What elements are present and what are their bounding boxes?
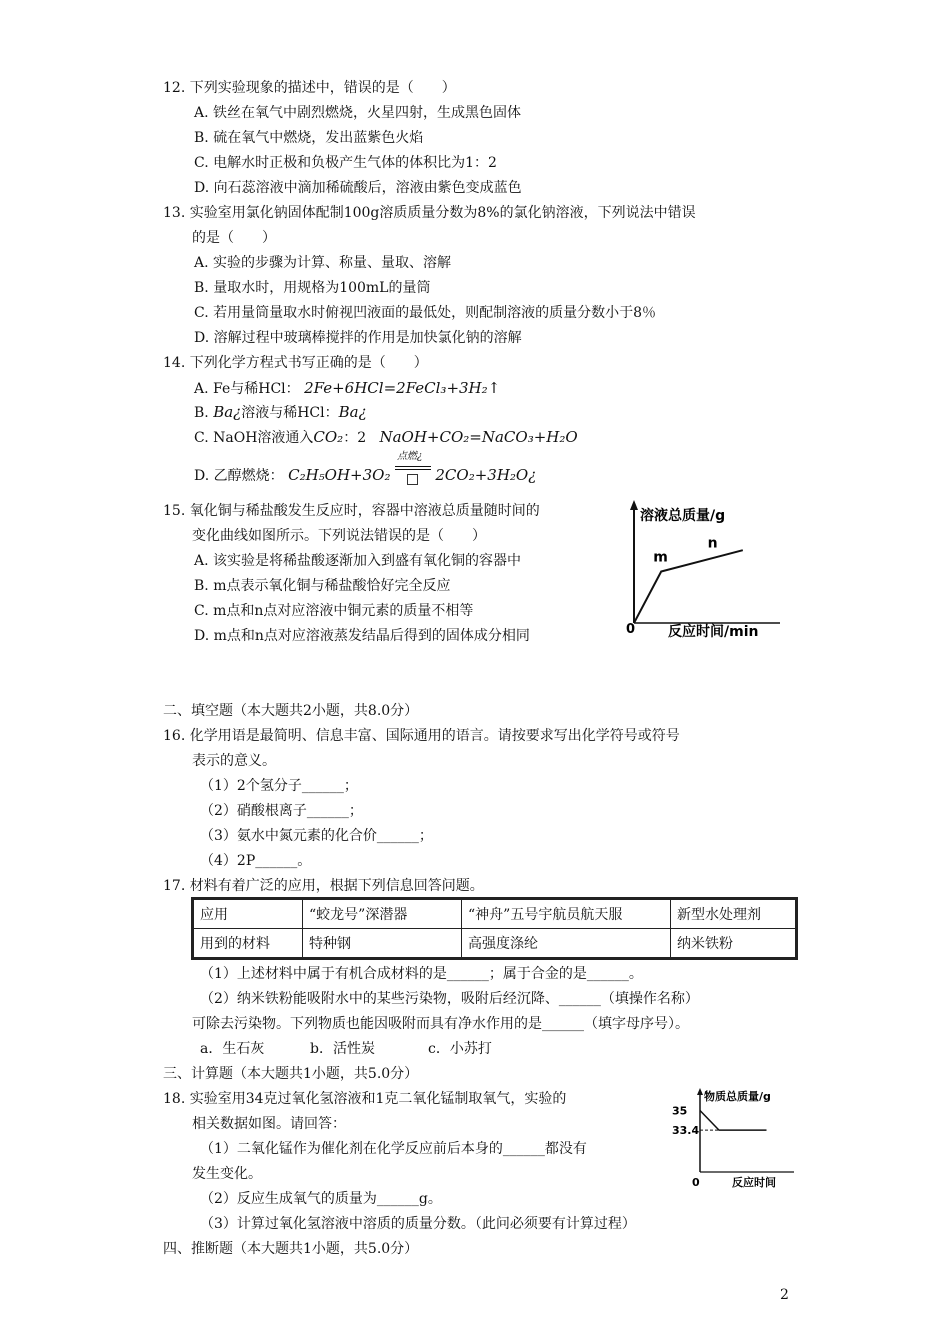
q17-stem: 17. 材料有着广泛的应用，根据下列信息回答问题。 xyxy=(163,878,484,894)
chart2-y-tick-label: 33.4 xyxy=(672,1124,700,1138)
q13-option-b: B. 量取水时，用规格为100mL的量筒 xyxy=(194,280,431,296)
q14-b-text: 溶液与稀HCl： xyxy=(241,405,339,421)
q18-part-3: （3）计算过氧化氢溶液中溶质的质量分数。（此问必须要有计算过程） xyxy=(200,1216,636,1232)
chart2-series-line xyxy=(700,1110,767,1130)
table-cell: “蛟龙号”深潜器 xyxy=(303,900,462,929)
chart2-y-tick-label: 35 xyxy=(672,1104,688,1118)
q18-part-2: （2）反应生成氧气的质量为______g。 xyxy=(200,1191,442,1207)
q14-d-condition-arrow xyxy=(395,451,431,492)
q12-stem: 12. 下列实验现象的描述中，错误的是（ ） xyxy=(163,80,456,96)
table-cell: 新型水处理剂 xyxy=(671,900,796,929)
q18-stem: 18. 实验室用34克过氧化氢溶液和1克二氧化锰制取氧气，实验的 xyxy=(163,1091,567,1107)
q14-d-condition: 点燃¿ xyxy=(396,451,423,462)
chart1-y-arrow xyxy=(630,500,638,510)
q17-part-2: （2）纳米铁粉能吸附水中的某些污染物，吸附后经沉降、______（填操作名称） xyxy=(200,991,699,1007)
section-3-heading: 三、计算题（本大题共1小题，共5.0分） xyxy=(163,1066,419,1082)
q17-part-2-cont: 可除去污染物。下列物质也能因吸附而具有净水作用的是______（填字母序号）。 xyxy=(192,1016,689,1032)
materials-table xyxy=(193,899,796,958)
q13-option-d: D. 溶解过程中玻璃棒搅拌的作用是加快氯化钠的溶解 xyxy=(194,330,522,346)
q14-option-a xyxy=(194,377,500,400)
table-cell: 纳米铁粉 xyxy=(671,929,796,958)
chart2-y-label: 物质总质量/g xyxy=(704,1090,771,1103)
q14-b-reactant: Ba¿ xyxy=(213,403,242,421)
q12-option-c: C. 电解水时正极和负极产生气体的体积比为1：2 xyxy=(194,155,497,171)
q14-d-prefix: D. 乙醇燃烧： xyxy=(194,468,284,484)
q13-option-a: A. 实验的步骤为计算、称量、量取、溶解 xyxy=(194,255,452,271)
table-cell: 高强度涤纶 xyxy=(462,929,671,958)
q14-stem: 14. 下列化学方程式书写正确的是（ ） xyxy=(163,355,428,371)
q14-c-colon: ：2 xyxy=(343,430,367,446)
chart2-origin: 0 xyxy=(692,1176,700,1189)
table-row xyxy=(194,900,796,929)
placeholder-box-icon xyxy=(407,474,418,485)
section-4-heading: 四、推断题（本大题共1小题，共5.0分） xyxy=(163,1241,419,1257)
q14-option-b xyxy=(194,401,367,424)
q14-d-equation-left: C₂H₅OH+3O₂ xyxy=(288,466,391,484)
table-cell: “神舟”五号宇航员航天服 xyxy=(462,900,671,929)
q15-mass-time-chart xyxy=(620,498,790,646)
q18-mass-time-chart xyxy=(670,1086,800,1192)
chart1-x-label: 反应时间/min xyxy=(668,624,759,640)
q17-choice-c: c．小苏打 xyxy=(428,1041,492,1057)
table-cell: 应用 xyxy=(194,900,303,929)
q15-stem-cont: 变化曲线如图所示。下列说法错误的是（ ） xyxy=(192,528,486,544)
q13-option-c: C. 若用量筒量取水时俯视凹液面的最低处，则配制溶液的质量分数小于8％ xyxy=(194,305,657,321)
q13-stem: 13. 实验室用氯化钠固体配制100g溶质质量分数为8%的氯化钠溶液，下列说法中错误 xyxy=(163,205,696,221)
q18-stem-cont: 相关数据如图。请回答： xyxy=(192,1116,346,1132)
chart1-series-line xyxy=(634,550,743,623)
page-number: 2 xyxy=(780,1287,789,1303)
section-2-heading: 二、填空题（本大题共2小题，共8.0分） xyxy=(163,703,419,719)
q12-option-b: B. 硫在氧气中燃烧，发出蓝紫色火焰 xyxy=(194,130,424,146)
chart1-origin: 0 xyxy=(626,622,636,637)
chart2-x-label: 反应时间 xyxy=(732,1176,776,1189)
q12-option-a: A. 铁丝在氧气中剧烈燃烧，火星四射，生成黑色固体 xyxy=(194,105,522,121)
q14-b-equation: Ba¿ xyxy=(338,403,367,421)
q14-option-d xyxy=(194,451,537,492)
q16-item-4: （4）2P______。 xyxy=(200,853,312,869)
q18-part-1: （1）二氧化锰作为催化剂在化学反应前后本身的______都没有 xyxy=(200,1141,587,1157)
q17-choice-b: b．活性炭 xyxy=(310,1041,375,1057)
q15-stem: 15. 氧化铜与稀盐酸发生反应时，容器中溶液总质量随时间的 xyxy=(163,503,540,519)
chart1-point-label-m: m xyxy=(653,549,668,566)
q12-option-d: D. 向石蕊溶液中滴加稀硫酸后，溶液由紫色变成蓝色 xyxy=(194,180,522,196)
q14-a-prefix: A. Fe与稀HCl： xyxy=(194,381,300,397)
q17-part-1: （1）上述材料中属于有机合成材料的是______；属于合金的是______。 xyxy=(200,966,643,982)
q15-option-d: D. m点和n点对应溶液蒸发结晶后得到的固体成分相同 xyxy=(194,628,530,644)
chart1-point-label-n: n xyxy=(707,535,718,552)
q16-item-3: （3）氨水中氮元素的化合价______； xyxy=(200,828,433,844)
table-cell: 特种钢 xyxy=(303,929,462,958)
q14-a-equation: 2Fe+6HCl=2FeCl₃+3H₂↑ xyxy=(304,379,501,397)
q16-stem: 16. 化学用语是最简明、信息丰富、国际通用的语言。请按要求写出化学符号或符号 xyxy=(163,728,680,744)
q14-c-co2: CO₂ xyxy=(313,428,344,446)
q14-b-prefix: B. xyxy=(194,405,214,421)
q16-stem-cont: 表示的意义。 xyxy=(192,753,276,769)
q15-option-a: A. 该实验是将稀盐酸逐渐加入到盛有氧化铜的容器中 xyxy=(194,553,522,569)
q18-part-1-cont: 发生变化。 xyxy=(192,1166,262,1182)
q16-item-1: （1）2个氢分子______； xyxy=(200,778,358,794)
q14-option-c xyxy=(194,426,578,449)
chart2-y-arrow xyxy=(697,1088,703,1095)
q13-stem-cont: 的是（ ） xyxy=(192,230,276,246)
q17-choice-a: a．生石灰 xyxy=(200,1041,265,1057)
table-cell: 用到的材料 xyxy=(194,929,303,958)
chart1-y-label: 溶液总质量/g xyxy=(640,508,726,524)
table-row xyxy=(194,929,796,958)
q15-option-c: C. m点和n点对应溶液中铜元素的质量不相等 xyxy=(194,603,474,619)
q15-option-b: B. m点表示氧化铜与稀盐酸恰好完全反应 xyxy=(194,578,451,594)
q14-d-equation-right: 2CO₂+3H₂O¿ xyxy=(435,466,537,484)
q16-item-2: （2）硝酸根离子______； xyxy=(200,803,363,819)
q14-c-prefix: C. NaOH溶液通入 xyxy=(194,430,314,446)
q14-c-equation: NaOH+CO₂=NaCO₃+H₂O xyxy=(379,428,578,446)
